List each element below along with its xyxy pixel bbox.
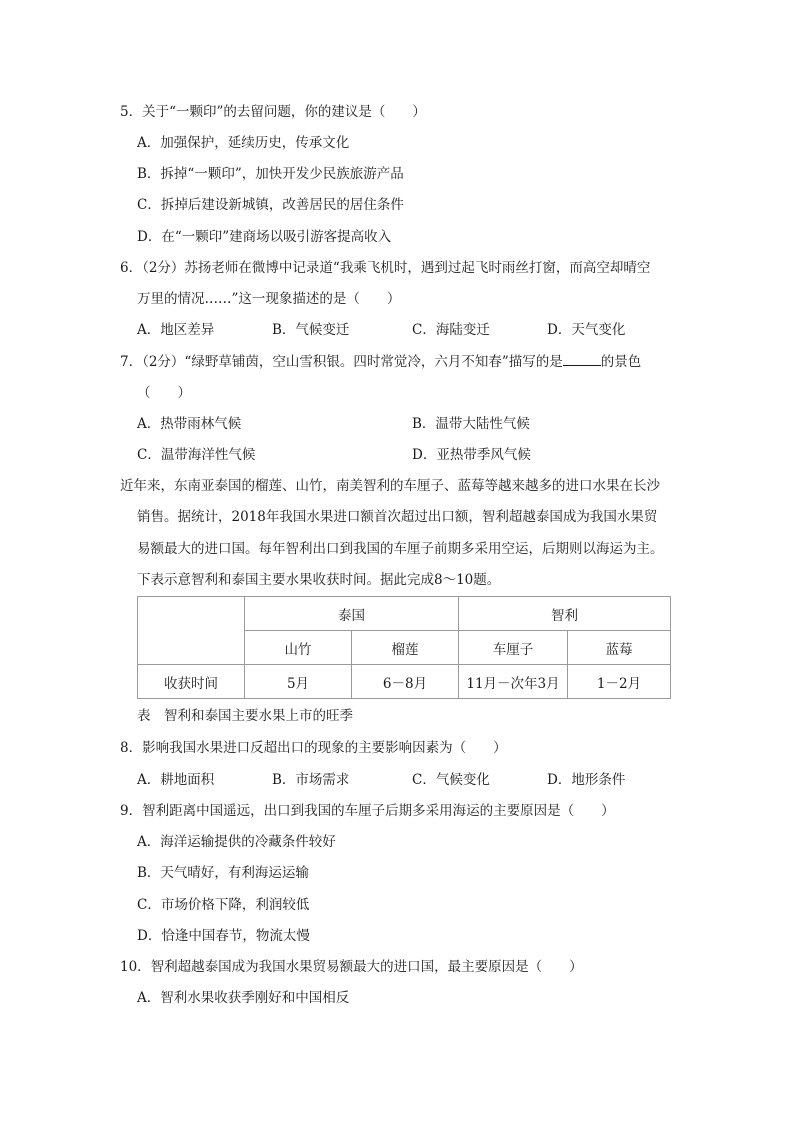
- table-caption: 表 智利和泰国主要水果上市的旺季: [137, 708, 353, 724]
- passage-line-1: 近年来，东南亚泰国的榴莲、山竹，南美智利的车厘子、蓝莓等越来越多的进口水果在长沙: [120, 478, 660, 494]
- q7-option-d: D．亚热带季风气候: [412, 447, 531, 463]
- table-header-fruit: 车厘子: [459, 631, 568, 665]
- table-header-fruit: 山竹: [245, 631, 352, 665]
- table-header-fruit: 榴莲: [352, 631, 459, 665]
- q9-option-c: C．市场价格下降，利润较低: [137, 897, 310, 913]
- q8-option-c: C．气候变化: [412, 772, 490, 788]
- q7-stem-line2: （ ）: [137, 385, 191, 401]
- q8-option-b: B．市场需求: [272, 772, 350, 788]
- table-header-country-chile: 智利: [459, 597, 671, 631]
- q9-option-b: B．天气晴好，有利海运运输: [137, 865, 309, 881]
- passage-line-3: 易额最大的进口国。每年智利出口到我国的车厘子前期多采用空运，后期则以海运为主。: [137, 541, 664, 557]
- harvest-table: [137, 596, 671, 699]
- q9-stem: 9．智利距离中国遥远，出口到我国的车厘子后期多采用海运的主要原因是（ ）: [120, 803, 615, 819]
- q6-stem-line2: 万里的情况……”这一现象描述的是（ ）: [137, 291, 401, 307]
- q10-stem: 10．智利超越泰国成为我国水果贸易额最大的进口国，最主要原因是（ ）: [120, 959, 583, 975]
- q8-option-a: A．耕地面积: [137, 772, 215, 788]
- q10-option-a: A．智利水果收获季刚好和中国相反: [137, 990, 350, 1006]
- q5-option-d: D．在“一颗印”建商场以吸引游客提高收入: [137, 229, 392, 245]
- table-corner-cell: [138, 597, 245, 665]
- q7-stem-after: 的景色: [600, 354, 642, 370]
- table-cell-time: 6－8月: [352, 665, 459, 699]
- q7-option-c: C．温带海洋性气候: [137, 447, 256, 463]
- q6-option-a: A．地区差异: [137, 322, 215, 338]
- q6-stem-line1: 6．（2分）苏扬老师在微博中记录道“我乘飞机时，遇到过起飞时雨丝打窗，而高空却晴空: [120, 260, 651, 276]
- table-row-label: 收获时间: [138, 665, 245, 699]
- q6-option-d: D．天气变化: [547, 322, 626, 338]
- q8-stem: 8．影响我国水果进口反超出口的现象的主要影响因素为（ ）: [120, 740, 507, 756]
- q9-option-a: A．海洋运输提供的冷藏条件较好: [137, 834, 336, 850]
- q5-stem: 5．关于“一颗印”的去留问题，你的建议是（ ）: [120, 104, 426, 120]
- answer-blank: [563, 352, 601, 366]
- q6-option-c: C．海陆变迁: [412, 322, 490, 338]
- q7-stem-before: 7．（2分）“绿野草铺茵，空山雪积银。四时常觉冷，六月不知春”描写的是: [120, 354, 563, 370]
- q5-option-b: B．拆掉“一颗印”，加快开发少民族旅游产品: [137, 166, 404, 182]
- passage-line-4: 下表示意智利和泰国主要水果收获时间。据此完成8～10题。: [137, 572, 501, 588]
- q7-option-a: A．热带雨林气候: [137, 416, 242, 432]
- table-cell-time: 1－2月: [568, 665, 671, 699]
- table-cell-time: 5月: [245, 665, 352, 699]
- q6-option-b: B．气候变迁: [272, 322, 350, 338]
- q8-option-d: D．地形条件: [547, 772, 626, 788]
- table-cell-time: 11月－次年3月: [459, 665, 568, 699]
- table-header-country-thailand: 泰国: [245, 597, 459, 631]
- table-header-fruit: 蓝莓: [568, 631, 671, 665]
- q5-option-c: C．拆掉后建设新城镇，改善居民的居住条件: [137, 197, 404, 213]
- passage-line-2: 销售。据统计，2018年我国水果进口额首次超过出口额，智利超越泰国成为我国水果贸: [137, 509, 658, 525]
- q7-stem-line1: [120, 352, 641, 371]
- q9-option-d: D．恰逢中国春节，物流太慢: [137, 928, 310, 944]
- q5-option-a: A．加强保护，延续历史，传承文化: [137, 135, 350, 151]
- q7-option-b: B．温带大陆性气候: [412, 416, 530, 432]
